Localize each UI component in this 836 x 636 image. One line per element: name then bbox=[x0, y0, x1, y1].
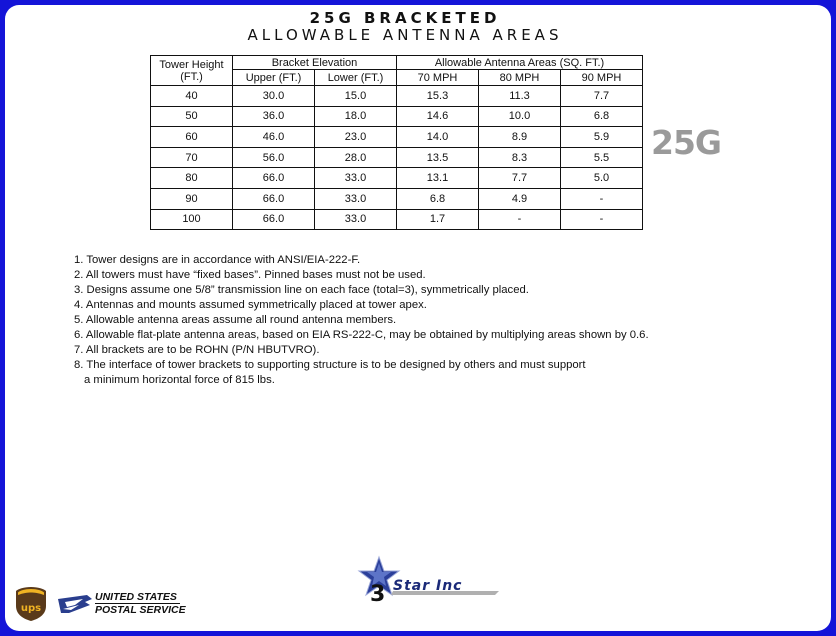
header-bracket-elevation: Bracket Elevation bbox=[233, 56, 397, 70]
header-70mph: 70 MPH bbox=[397, 70, 479, 86]
tower-height-cell: 40 bbox=[151, 86, 233, 107]
usps-eagle-icon bbox=[57, 593, 93, 615]
upper-elevation-cell: 36.0 bbox=[233, 106, 315, 127]
area-70mph-cell: 6.8 bbox=[397, 188, 479, 209]
table-row bbox=[151, 147, 643, 168]
area-80mph-cell: 8.9 bbox=[479, 127, 561, 148]
area-80mph-cell: 8.3 bbox=[479, 147, 561, 168]
lower-elevation-cell: 33.0 bbox=[315, 188, 397, 209]
area-80mph-cell: 7.7 bbox=[479, 168, 561, 189]
note-item: 2. All towers must have “fixed bases”. Pinned bases must not be used. bbox=[74, 269, 426, 281]
area-70mph-cell: 13.1 bbox=[397, 168, 479, 189]
area-90mph-cell: 5.9 bbox=[561, 127, 643, 148]
area-90mph-cell: 5.5 bbox=[561, 147, 643, 168]
upper-elevation-cell: 66.0 bbox=[233, 209, 315, 230]
lower-elevation-cell: 23.0 bbox=[315, 127, 397, 148]
lower-elevation-cell: 33.0 bbox=[315, 168, 397, 189]
upper-elevation-cell: 66.0 bbox=[233, 168, 315, 189]
table-row bbox=[151, 209, 643, 230]
area-90mph-cell: - bbox=[561, 209, 643, 230]
table-body bbox=[151, 86, 643, 230]
area-90mph-cell: 6.8 bbox=[561, 106, 643, 127]
tower-height-cell: 70 bbox=[151, 147, 233, 168]
tower-height-cell: 50 bbox=[151, 106, 233, 127]
upper-elevation-cell: 66.0 bbox=[233, 188, 315, 209]
ups-logo-text: ups bbox=[20, 603, 42, 614]
area-80mph-cell: 10.0 bbox=[479, 106, 561, 127]
area-80mph-cell: 4.9 bbox=[479, 188, 561, 209]
area-70mph-cell: 14.0 bbox=[397, 127, 479, 148]
header-90mph: 90 MPH bbox=[561, 70, 643, 86]
area-70mph-cell: 13.5 bbox=[397, 147, 479, 168]
table-row bbox=[151, 188, 643, 209]
header-allowable-areas: Allowable Antenna Areas (SQ. FT.) bbox=[397, 56, 643, 70]
upper-elevation-cell: 30.0 bbox=[233, 86, 315, 107]
usps-logo bbox=[57, 589, 187, 619]
header-lower: Lower (FT.) bbox=[315, 70, 397, 86]
header-tower-height-line2: (FT.) bbox=[180, 70, 203, 83]
note-item: 4. Antennas and mounts assumed symmetrically placed at tower apex. bbox=[74, 299, 427, 311]
tower-height-cell: 80 bbox=[151, 168, 233, 189]
document-page bbox=[5, 5, 831, 631]
table-row bbox=[151, 106, 643, 127]
area-90mph-cell: 5.0 bbox=[561, 168, 643, 189]
ups-logo-icon bbox=[15, 586, 47, 622]
area-70mph-cell: 15.3 bbox=[397, 86, 479, 107]
note-item: 7. All brackets are to be ROHN (P/N HBUTVRO). bbox=[74, 344, 320, 356]
brand-name: Star Inc bbox=[393, 578, 463, 594]
header-tower-height-line1: Tower Height bbox=[159, 58, 224, 71]
header-80mph: 80 MPH bbox=[479, 70, 561, 86]
header-tower-height bbox=[151, 56, 233, 86]
antenna-areas-table bbox=[150, 55, 643, 230]
area-70mph-cell: 1.7 bbox=[397, 209, 479, 230]
lower-elevation-cell: 33.0 bbox=[315, 209, 397, 230]
note-item: 3. Designs assume one 5/8” transmission line on each face (total=3), symmetrically placed. bbox=[74, 284, 529, 296]
upper-elevation-cell: 46.0 bbox=[233, 127, 315, 148]
page-title: 25G BRACKETED bbox=[309, 9, 501, 27]
note-item: 8. The interface of tower brackets to supporting structure is to be designed by others and must support bbox=[74, 359, 586, 371]
usps-line1: UNITED STATES bbox=[95, 591, 177, 603]
upper-elevation-cell: 56.0 bbox=[233, 147, 315, 168]
table-row bbox=[151, 127, 643, 148]
lower-elevation-cell: 15.0 bbox=[315, 86, 397, 107]
area-70mph-cell: 14.6 bbox=[397, 106, 479, 127]
tower-height-cell: 100 bbox=[151, 209, 233, 230]
table-row bbox=[151, 168, 643, 189]
star-logo-digit: 3 bbox=[370, 582, 386, 605]
area-80mph-cell: - bbox=[479, 209, 561, 230]
usps-line2: POSTAL SERVICE bbox=[95, 604, 186, 616]
lower-elevation-cell: 18.0 bbox=[315, 106, 397, 127]
area-90mph-cell: - bbox=[561, 188, 643, 209]
tower-height-cell: 60 bbox=[151, 127, 233, 148]
note-item: 6. Allowable flat-plate antenna areas, based on EIA RS-222-C, may be obtained by multiplying areas shown by 0.6. bbox=[74, 329, 649, 341]
header-upper: Upper (FT.) bbox=[233, 70, 315, 86]
page-subtitle: ALLOWABLE ANTENNA AREAS bbox=[247, 26, 563, 44]
side-label: 25G bbox=[651, 123, 722, 162]
area-90mph-cell: 7.7 bbox=[561, 86, 643, 107]
note-item: 1. Tower designs are in accordance with ANSI/EIA-222-F. bbox=[74, 254, 361, 266]
notes-list bbox=[74, 253, 714, 388]
lower-elevation-cell: 28.0 bbox=[315, 147, 397, 168]
table-row bbox=[151, 86, 643, 107]
tower-height-cell: 90 bbox=[151, 188, 233, 209]
note-item: 5. Allowable antenna areas assume all round antenna members. bbox=[74, 314, 397, 326]
area-80mph-cell: 11.3 bbox=[479, 86, 561, 107]
note-item: a minimum horizontal force of 815 lbs. bbox=[84, 374, 275, 386]
